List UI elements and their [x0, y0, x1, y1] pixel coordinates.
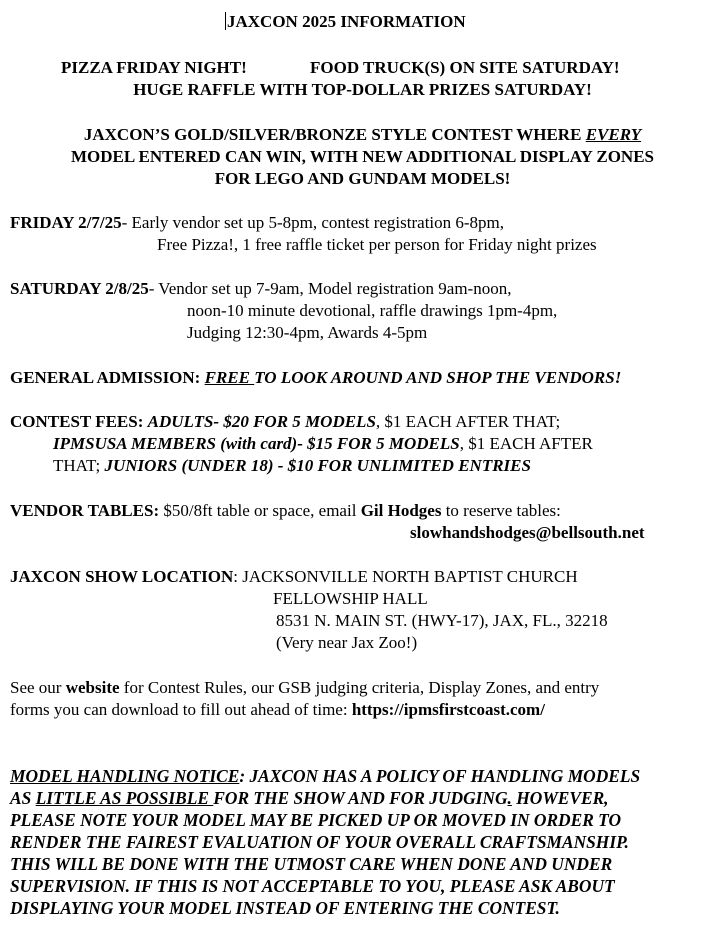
fees-line-3 [53, 455, 531, 477]
vendor-contact: Gil Hodges [360, 501, 442, 520]
vendor-label: VENDOR TABLES: [10, 501, 164, 520]
website-text-a: See our [10, 678, 66, 697]
admission-rest: TO LOOK AROUND AND SHOP THE VENDORS! [254, 368, 622, 387]
vendor-text-a: $50/8ft table or space, email [163, 501, 361, 520]
website-line-1 [10, 677, 599, 699]
admission-label: GENERAL ADMISSION: [10, 368, 205, 387]
website-text-b: for Contest Rules, our GSB judging criteria, Display Zones, and entry [119, 678, 600, 697]
location-church: JACKSONVILLE NORTH BAPTIST CHURCH [242, 567, 578, 586]
location-line-1 [10, 566, 578, 588]
admission-line [10, 367, 621, 389]
pizza-highlight: PIZZA FRIDAY NIGHT! [61, 58, 247, 77]
every-emphasis: EVERY [585, 125, 642, 144]
website-line-2-text: forms you can download to fill out ahead of time: [10, 700, 352, 719]
vendor-text-b: to reserve tables: [441, 501, 561, 520]
fees-label: CONTEST FEES: [10, 412, 148, 431]
admission-free: FREE [204, 368, 255, 387]
saturday-line-1 [10, 278, 511, 300]
friday-label: FRIDAY 2/7/25 [10, 213, 122, 232]
title-text: JAXCON 2025 INFORMATION [227, 12, 466, 31]
notice-l2-a: AS [10, 788, 36, 808]
friday-line-2: Free Pizza!, 1 free raffle ticket per person for Friday night prizes [157, 235, 597, 254]
website-url[interactable]: https://ipmsfirstcoast.com/ [351, 700, 545, 719]
notice-l1-rest: : JAXCON HAS A POLICY OF HANDLING MODELS [239, 766, 641, 786]
saturday-line-2: noon-10 minute devotional, raffle drawings 1pm-4pm, [187, 301, 558, 320]
friday-text-1: - Early vendor set up 5-8pm, contest registration 6-8pm, [121, 213, 505, 232]
saturday-line-3: Judging 12:30-4pm, Awards 4-5pm [187, 323, 428, 342]
location-label: JAXCON SHOW LOCATION [10, 567, 234, 586]
location-line-3: 8531 N. MAIN ST. (HWY-17), JAX, FL., 32218 [276, 611, 608, 630]
notice-line-2 [10, 787, 609, 809]
text-cursor [225, 12, 226, 30]
notice-line-3: PLEASE NOTE YOUR MODEL MAY BE PICKED UP OR MOVED IN ORDER TO [10, 810, 622, 830]
location-line-4: (Very near Jax Zoo!) [276, 633, 418, 652]
fees-that: THAT; [53, 456, 105, 475]
page-title [225, 11, 466, 33]
location-colon: : [233, 567, 243, 586]
website-word: website [65, 678, 120, 697]
fees-adults: ADULTS- $20 FOR 5 MODELS [147, 412, 376, 431]
fees-adults-after: , $1 EACH AFTER THAT; [375, 412, 561, 431]
fees-members: IPMSUSA MEMBERS (with card)- $15 FOR 5 MODELS [53, 434, 460, 453]
notice-line-5: THIS WILL BE DONE WITH THE UTMOST CARE WHEN DONE AND UNDER [10, 854, 613, 874]
raffle-highlight: HUGE RAFFLE WITH TOP-DOLLAR PRIZES SATURDAY! [133, 80, 592, 99]
notice-line-4: RENDER THE FAIREST EVALUATION OF YOUR OVERALL CRAFTSMANSHIP. [10, 832, 629, 852]
highlight-line-1b [310, 57, 620, 79]
vendor-line-1 [10, 500, 561, 522]
notice-line-6: SUPERVISION. IF THIS IS NOT ACCEPTABLE TO YOU, PLEASE ASK ABOUT [10, 876, 615, 896]
saturday-text-1: - Vendor set up 7-9am, Model registration 9am-noon, [148, 279, 512, 298]
fees-members-after: , $1 EACH AFTER [459, 434, 593, 453]
notice-line-1 [10, 765, 640, 787]
website-line-2 [10, 699, 545, 721]
notice-l2-b: FOR THE SHOW AND FOR JUDGING [213, 788, 508, 808]
contest-intro-line-3: FOR LEGO AND GUNDAM MODELS! [214, 169, 511, 188]
location-line-2: FELLOWSHIP HALL [273, 589, 428, 608]
highlight-line-1 [61, 57, 247, 79]
food-truck-highlight: FOOD TRUCK(S) ON SITE SATURDAY! [310, 58, 620, 77]
vendor-email: slowhandshodges@bellsouth.net [410, 523, 645, 542]
fees-line-1 [10, 411, 560, 433]
notice-l2-underlined: LITTLE AS POSSIBLE [35, 788, 214, 808]
notice-label: MODEL HANDLING NOTICE [10, 766, 240, 786]
friday-line-1 [10, 212, 504, 234]
notice-line-7: DISPLAYING YOUR MODEL INSTEAD OF ENTERING THE CONTEST. [10, 898, 560, 918]
saturday-label: SATURDAY 2/8/25 [10, 279, 149, 298]
fees-line-2 [53, 433, 593, 455]
notice-l2-c: HOWEVER, [511, 788, 609, 808]
contest-intro-line-1 [0, 124, 725, 146]
fees-juniors: JUNIORS (UNDER 18) - $10 FOR UNLIMITED ENTRIES [104, 456, 531, 475]
contest-intro-line-2: MODEL ENTERED CAN WIN, WITH NEW ADDITIONAL DISPLAY ZONES [70, 147, 655, 166]
notice-l2-dot: . [507, 788, 512, 808]
contest-intro-text: JAXCON’S GOLD/SILVER/BRONZE STYLE CONTEST WHERE [83, 125, 586, 144]
